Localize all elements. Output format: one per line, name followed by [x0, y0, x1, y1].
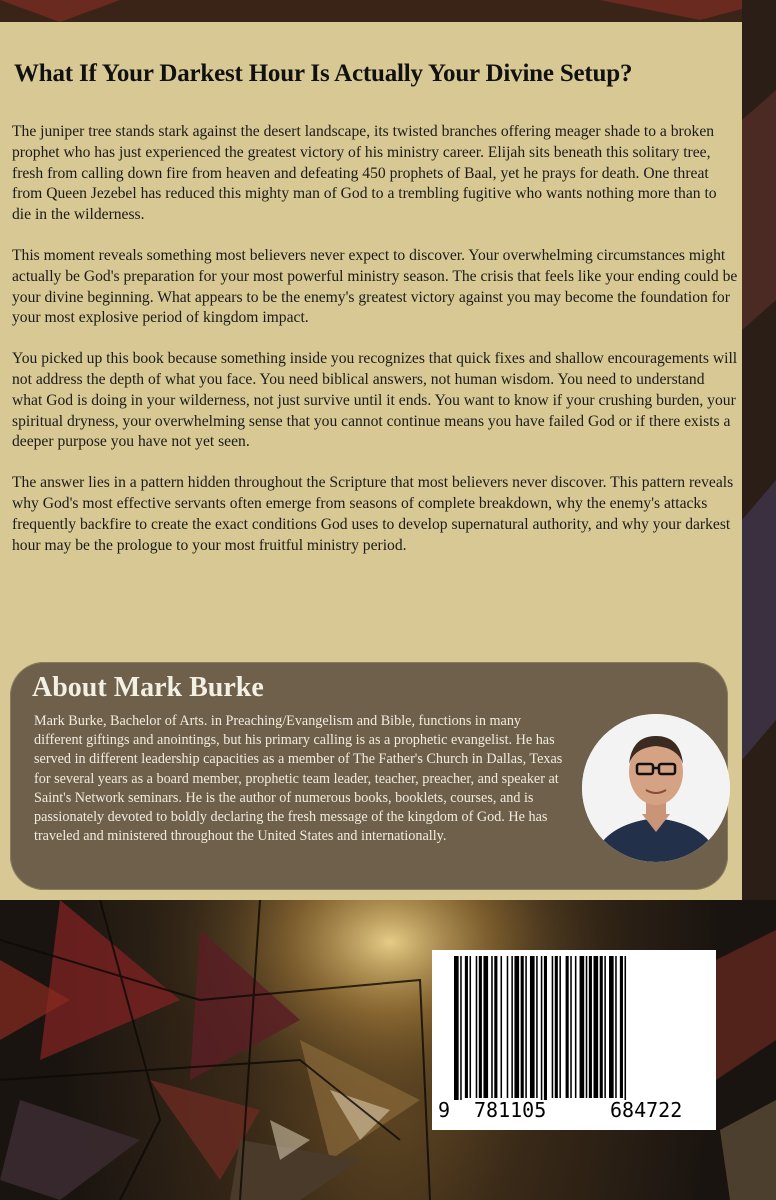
isbn-digits	[432, 1098, 716, 1128]
barcode-bar	[589, 956, 592, 1098]
barcode-bar	[620, 956, 623, 1098]
barcode-bar	[460, 956, 462, 1100]
barcode-bar	[521, 956, 524, 1098]
author-photo	[582, 714, 730, 862]
blurb-paragraph: The juniper tree stands stark against the desert landscape, its twisted branches offering meager shade to a broken prophet who has just experienced the greatest victory of his ministry career. Elijah sits beneath this solitary tree, fresh from calling down fire from heaven and defeating 450 prophets of Baal, yet he prays for death. One threat from Queen Jezebel has reduced this mighty man of God to a trembling fugitive who wants nothing more than to die in the wilderness.	[12, 123, 717, 224]
barcode-bar	[479, 956, 482, 1098]
barcode-bar	[494, 956, 497, 1098]
barcode-bar	[507, 956, 509, 1098]
barcode-bar	[555, 956, 558, 1098]
author-portrait-icon	[582, 714, 730, 862]
blurb-paragraph: The answer lies in a pattern hidden throughout the Scripture that most believers never discover. This pattern reveals why God's most effective servants often emerge from seasons of complete breakdown, why the enemy's attacks frequently backfire to create the exact conditions God uses to develop supernatural authority, and why your darkest hour may be the prologue to your most fruitful ministry period.	[12, 474, 734, 554]
barcode-bar	[541, 956, 543, 1100]
barcode-bar	[514, 956, 519, 1098]
book-blurb-title: What If Your Darkest Hour Is Actually Your Divine Setup?	[14, 60, 633, 87]
barcode-bar	[615, 956, 617, 1098]
about-author-box	[10, 662, 728, 890]
barcode-bar	[511, 956, 513, 1098]
blurb-paragraph: You picked up this book because something inside you recognizes that quick fixes and shallow encouragements will not address the depth of what you face. You need biblical answers, not human wisdom. You need to understand what God is doing in your wilderness, not just survive until it ends. You want to know if your crushing burden, your spiritual dryness, your overwhelming sense that you cannot continue means you have failed God or if there exists a deeper purpose you have not yet seen.	[12, 350, 738, 451]
barcode-bar	[525, 956, 527, 1098]
barcode-bar	[609, 956, 614, 1098]
barcode-bar	[454, 956, 459, 1100]
barcode-bar	[483, 956, 488, 1098]
barcode-bar	[586, 956, 588, 1098]
barcode-bar	[594, 956, 599, 1098]
blurb-body	[12, 122, 738, 576]
about-author-heading: About Mark Burke	[32, 672, 264, 703]
barcode-bar	[491, 956, 493, 1098]
barcode-bar	[604, 956, 606, 1098]
barcode-bar	[575, 956, 577, 1098]
barcode-bar	[465, 956, 468, 1098]
barcode-bar	[600, 956, 603, 1098]
barcode-bar	[544, 956, 547, 1100]
barcode-bar	[536, 956, 538, 1098]
barcode-bar	[552, 956, 554, 1098]
isbn-group-1: 781105	[474, 1098, 547, 1122]
isbn-barcode	[432, 950, 716, 1130]
synopsis-panel	[0, 22, 742, 900]
barcode-bar	[580, 956, 585, 1098]
barcode-bars	[432, 950, 716, 1100]
barcode-bar	[470, 956, 472, 1098]
barcode-bar	[501, 956, 503, 1098]
barcode-bar	[530, 956, 535, 1098]
barcode-bar	[570, 956, 572, 1098]
author-bio: Mark Burke, Bachelor of Arts. in Preaching/Evangelism and Bible, functions in many different giftings and anointings, but his primary calling is as a prophetic evangelist. He has served in different leadership capacities as a member of The Father's Church in Dallas, Texas for several years as a board member, prophetic team leader, teacher, preacher, and speaker at Saint's Network seminars. He is the author of numerous books, booklets, courses, and is passionately devoted to boldly declaring the fresh message of the kingdom of God. He has traveled and ministered throughout the United States and internationally.	[34, 713, 563, 845]
isbn-group-2: 684722	[610, 1098, 683, 1122]
barcode-bar	[559, 956, 561, 1098]
barcode-bar	[476, 956, 478, 1098]
isbn-lead-digit: 9	[438, 1098, 451, 1122]
barcode-bar	[566, 956, 569, 1098]
blurb-paragraph: This moment reveals something most believers never expect to discover. Your overwhelming circumstances might actually be God's preparation for your most powerful ministry season. The crisis that feels like your ending could be your divine beginning. What appears to be the enemy's greatest victory against you may become the foundation for your most explosive period of kingdom impact.	[12, 246, 738, 327]
barcode-bar	[625, 956, 627, 1100]
